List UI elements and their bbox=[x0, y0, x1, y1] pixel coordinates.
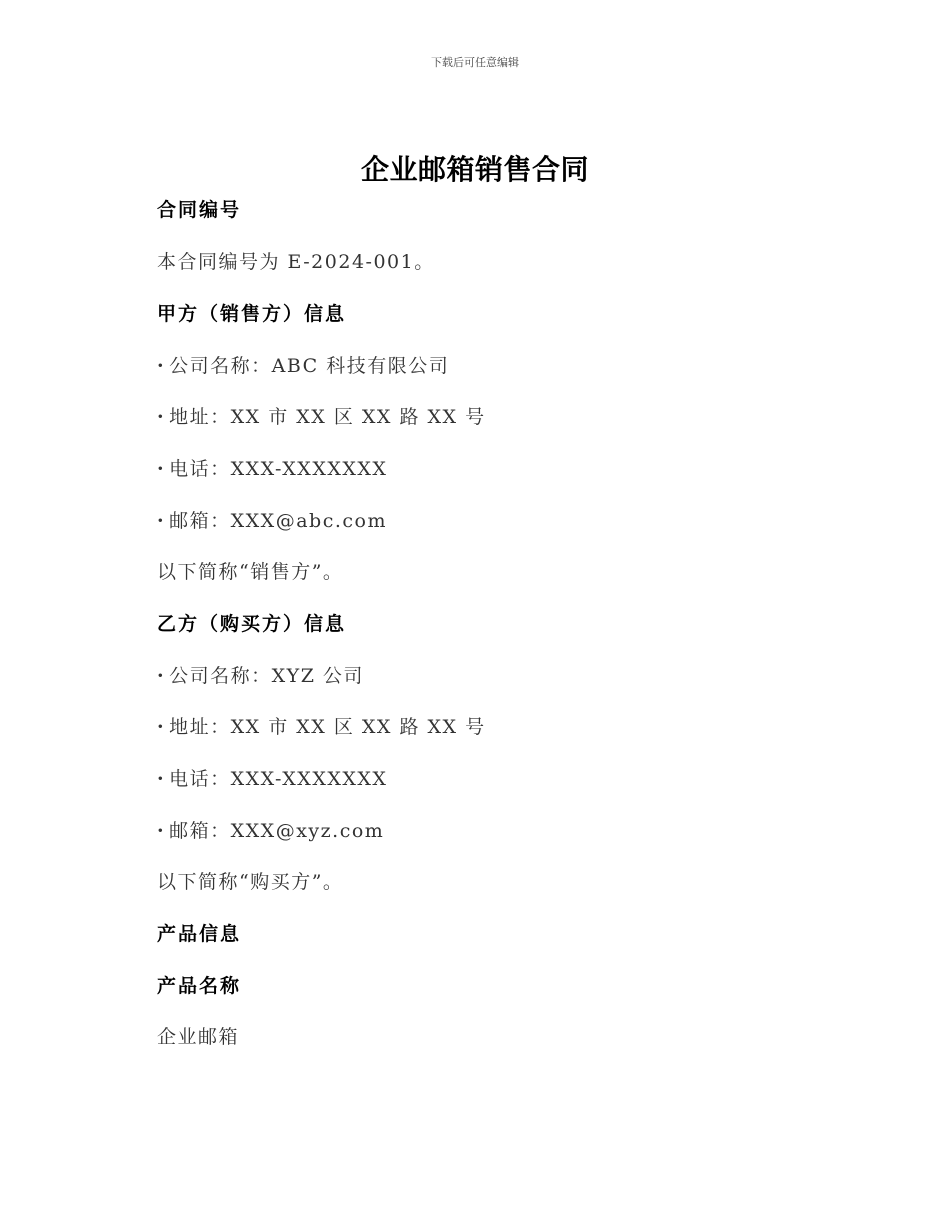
header-note: 下载后可任意编辑 bbox=[431, 56, 519, 69]
party-b-heading: 乙方（购买方）信息 bbox=[157, 613, 347, 635]
contract-number-text: 本合同编号为 E-2024-001。 bbox=[157, 251, 435, 273]
party-a-company: · 公司名称：ABC 科技有限公司 bbox=[157, 353, 449, 379]
party-a-email: · 邮箱：XXX@abc.com bbox=[157, 508, 387, 534]
product-name-text: 企业邮箱 bbox=[157, 1026, 240, 1048]
contract-number-heading: 合同编号 bbox=[157, 199, 242, 221]
party-a-heading: 甲方（销售方）信息 bbox=[157, 303, 347, 325]
party-b-phone: · 电话：XXX-XXXXXXX bbox=[157, 766, 387, 792]
party-b-company: · 公司名称：XYZ 公司 bbox=[157, 663, 364, 689]
party-b-address: · 地址：XX 市 XX 区 XX 路 XX 号 bbox=[157, 714, 486, 740]
document-title: 企业邮箱销售合同 bbox=[360, 153, 589, 186]
party-b-email: · 邮箱：XXX@xyz.com bbox=[157, 818, 384, 844]
party-a-alias: 以下简称“销售方”。 bbox=[157, 561, 344, 583]
party-a-address: · 地址：XX 市 XX 区 XX 路 XX 号 bbox=[157, 404, 486, 430]
product-info-heading: 产品信息 bbox=[157, 923, 242, 945]
party-b-alias: 以下简称“购买方”。 bbox=[157, 871, 344, 893]
party-a-phone: · 电话：XXX-XXXXXXX bbox=[157, 456, 387, 482]
product-name-heading: 产品名称 bbox=[157, 975, 242, 997]
